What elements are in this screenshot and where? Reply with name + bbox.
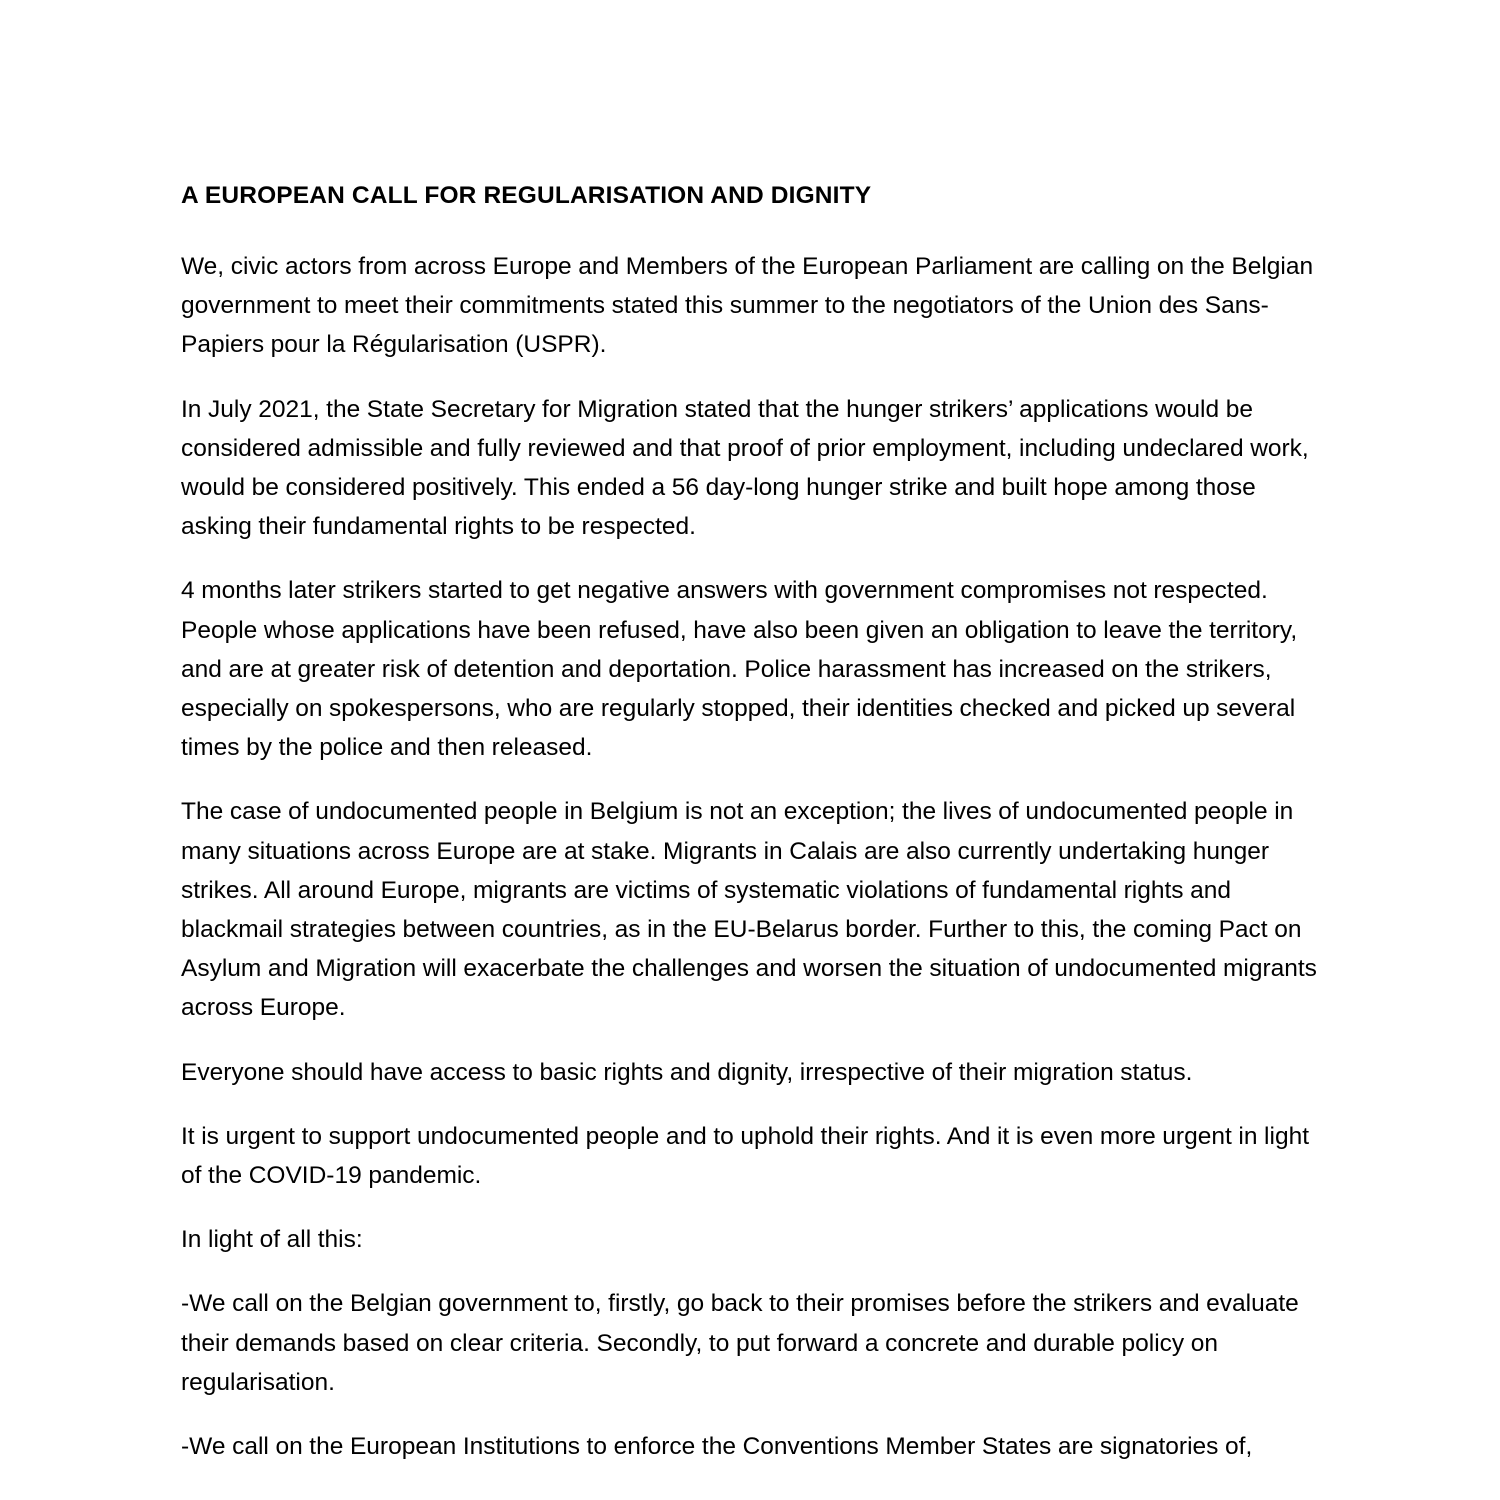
paragraph-in-light-of-all-this: In light of all this: — [181, 1226, 363, 1254]
paragraph-july-2021: In July 2021, the State Secretary for Migration stated that the hunger strikers’ applications would be considered admissible and fully reviewed and that proof of prior employment, including undeclared work, would be considered positively. This ended a 56 day-long hunger strike and built hope among those asking their fundamental rights to be respected. — [181, 395, 1309, 541]
spacer — [181, 1092, 1317, 1117]
spacer — [181, 1195, 1317, 1220]
paragraph-urgency: It is urgent to support undocumented people and to uphold their rights. And it is even more urgent in light of the COVID-19 pandemic. — [181, 1122, 1309, 1190]
paragraph-belgium-case: The case of undocumented people in Belgium is not an exception; the lives of undocumented people in many situations across Europe are at stake. Migrants in Calais are also currently undertaking hunger strikes. All around Europe, migrants are victims of systematic violations of fundamental rights and blackmail strategies between countries, as in the EU-Belarus border. Further to this, the coming Pact on Asylum and Migration will exacerbate the challenges and worsen the situation of undocumented migrants across Europe. — [181, 798, 1317, 1022]
document-body — [181, 176, 1317, 1466]
paragraph-four-months-later: 4 months later strikers started to get negative answers with government compromises not respected. People whose applications have been refused, have also been given an obligation to leave the territory, and are at greater risk of detention and deportation. Police harassment has increased on the strikers, especially on spokespersons, who are regularly stopped, their identities checked and picked up several times by the police and then released. — [181, 577, 1298, 762]
spacer — [181, 1402, 1317, 1427]
paragraph-basic-rights: Everyone should have access to basic rights and dignity, irrespective of their migration status. — [181, 1058, 1193, 1086]
demand-european-institutions: -We call on the European Institutions to enforce the Conventions Member States are signatories of, — [181, 1433, 1253, 1461]
spacer — [181, 365, 1317, 390]
spacer — [181, 1259, 1317, 1284]
paragraph-intro: We, civic actors from across Europe and Members of the European Parliament are calling on the Belgian government to meet their commitments stated this summer to the negotiators of the Union des Sans-Papiers pour la Régularisation (USPR). — [181, 253, 1314, 359]
spacer — [181, 546, 1317, 571]
demand-belgian-government: -We call on the Belgian government to, firstly, go back to their promises before the strikers and evaluate their demands based on clear criteria. Secondly, to put forward a concrete and durable policy on regularisation. — [181, 1290, 1299, 1396]
spacer — [181, 215, 1317, 247]
spacer — [181, 767, 1317, 792]
page-title: A EUROPEAN CALL FOR REGULARISATION AND DIGNITY — [181, 182, 872, 209]
spacer — [181, 1028, 1317, 1053]
